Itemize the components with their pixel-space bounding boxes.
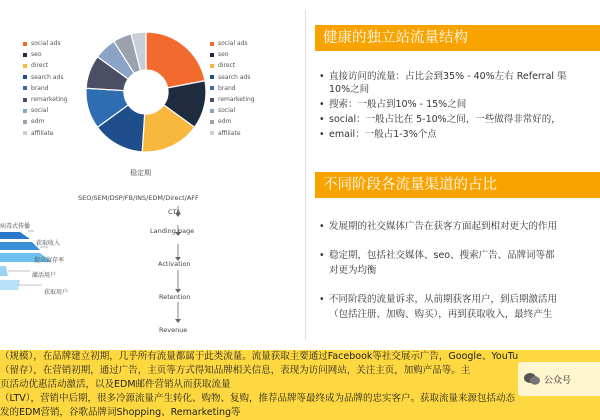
right-panel	[305, 0, 600, 350]
legend-swatch	[210, 98, 214, 102]
legend-label: seo	[218, 51, 229, 59]
legend-item	[210, 83, 255, 94]
note-line-3: 页活动优惠活动激活，以及EDM邮件营销从而获取流量	[0, 379, 231, 390]
legend-swatch	[210, 109, 214, 113]
legend-swatch	[210, 120, 214, 124]
legend-label: remarketing	[218, 96, 255, 104]
pie-chart-launch	[0, 36, 18, 160]
note-line-2: （留存），在营销初期，通过广告，主页等方式得知品牌相关信息，表现为访问网站，关注主页，加购产品等。主	[0, 365, 471, 376]
wechat-icon	[524, 372, 540, 386]
legend-label: direct	[31, 62, 49, 70]
list-item: • 不同阶段的流量诉求，从前期获客用户，到后期激活用	[319, 294, 558, 305]
donut-caption: 稳定期	[130, 169, 151, 177]
legend-item	[210, 38, 255, 49]
legend-swatch	[210, 75, 214, 79]
donut-legend	[210, 38, 255, 139]
legend-item	[23, 49, 68, 60]
left-panel	[0, 0, 305, 350]
funnel-label-retention: 提高留存率	[34, 257, 65, 264]
donut-chart-stable	[84, 30, 208, 154]
watermark	[518, 362, 600, 396]
funnel-band-5	[0, 280, 20, 290]
legend-label: social	[218, 107, 236, 115]
legend-item	[23, 94, 68, 105]
legend-swatch	[23, 75, 27, 79]
legend-label: social ads	[218, 40, 248, 47]
list-item-continuation: 10%之间	[329, 84, 370, 95]
pie-legend-left	[23, 38, 68, 139]
legend-item	[23, 72, 68, 83]
funnel-label-activation: 激活用户	[32, 272, 57, 279]
legend-swatch	[23, 86, 27, 90]
legend-label: brand	[31, 84, 49, 92]
legend-swatch	[23, 64, 27, 68]
legend-swatch	[23, 131, 27, 135]
pie-slice	[146, 32, 205, 88]
legend-item	[23, 83, 68, 94]
legend-item	[210, 49, 255, 60]
legend-swatch	[23, 42, 27, 46]
list-item: • 直接访问的流量：占比会到35% - 40%左右 Referral 渠	[319, 71, 567, 82]
legend-item	[210, 128, 255, 139]
legend-swatch	[210, 53, 214, 57]
list-item: • social：一般占比在 5-10%之间，一些做得非常好的，	[319, 114, 561, 125]
legend-item	[210, 105, 255, 116]
list-item: • email：一般占1-3%个点	[319, 129, 437, 140]
funnel-node-activation: Activation	[158, 260, 191, 268]
legend-label: social ads	[31, 40, 61, 47]
list-item: • 发展期的社交媒体广告在获客方面起到相对更大的作用	[319, 221, 558, 232]
legend-item	[210, 94, 255, 105]
funnel-band-4	[0, 266, 8, 276]
funnel-node-cta: CTA	[168, 208, 181, 216]
bottom-notes	[0, 350, 600, 420]
note-line-5: 发的EDM营销，谷歌品牌词Shopping、Remarketing等	[0, 407, 241, 418]
funnel-band-1	[0, 232, 30, 239]
legend-swatch	[23, 109, 27, 113]
legend-label: search ads	[31, 73, 64, 81]
funnel-node-landing: Landing page	[150, 227, 195, 235]
legend-item	[23, 105, 68, 116]
legend-label: affiliate	[31, 129, 54, 137]
legend-item	[23, 60, 68, 71]
legend-label: search ads	[218, 73, 251, 81]
channel-list: SEO/SEM/DSP/FB/INS/EDM/Direct/AFF	[78, 194, 199, 202]
funnel-label-acquisition: 获取用户	[44, 289, 69, 296]
legend-item	[23, 116, 68, 127]
legend-item	[210, 60, 255, 71]
legend-item	[210, 72, 255, 83]
legend-swatch	[23, 98, 27, 102]
legend-swatch	[23, 120, 27, 124]
legend-item	[210, 116, 255, 127]
note-line-4: （LTV），营销中后期，很多冷源流量产生转化、购物、复购，推荐品牌等最终成为品牌的忠实客户。获取流量来源包括动态	[0, 393, 516, 404]
legend-swatch	[210, 42, 214, 46]
section-title-traffic-structure: 健康的独立站流量结构	[315, 25, 600, 51]
funnel-node-retention: Retention	[159, 293, 191, 301]
list-item: • 稳定期，包括社交媒体、seo、搜索广告、品牌词等都	[319, 250, 555, 261]
funnel-band-2	[0, 242, 40, 250]
legend-swatch	[210, 86, 214, 90]
stage-share-list	[319, 220, 594, 323]
list-item-continuation: （包括注册、加购、购买），再到获取收入，最终产生	[329, 309, 553, 320]
legend-item	[23, 38, 68, 49]
legend-swatch	[23, 53, 27, 57]
legend-label: edm	[218, 118, 232, 126]
funnel-label-revenue: 获取收入	[36, 240, 61, 247]
funnel-label-viral: 病毒式传播	[0, 223, 31, 230]
legend-item	[23, 128, 68, 139]
legend-swatch	[210, 131, 214, 135]
list-item-continuation: 对更为均衡	[329, 265, 377, 276]
legend-swatch	[210, 64, 214, 68]
legend-label: direct	[218, 62, 236, 70]
funnel-node-revenue: Revenue	[159, 326, 188, 334]
arrow-head	[175, 319, 181, 323]
legend-label: brand	[218, 84, 236, 92]
watermark-text: 公众号	[544, 375, 572, 386]
list-item: • 搜索：一般占到10% - 15%之间	[319, 99, 467, 110]
traffic-structure-list	[319, 70, 594, 143]
legend-label: social	[31, 107, 49, 115]
legend-label: edm	[31, 118, 45, 126]
legend-label: seo	[31, 51, 42, 59]
legend-label: remarketing	[31, 96, 68, 104]
legend-label: affiliate	[218, 129, 241, 137]
note-line-1: （规模），在品牌建立初期，几乎所有流量都属于此类流量。流量获取主要通过Facebook等社交展示广告，Google、YouTu	[0, 351, 519, 362]
section-title-stage-share: 不同阶段各流量渠道的占比	[315, 172, 600, 198]
